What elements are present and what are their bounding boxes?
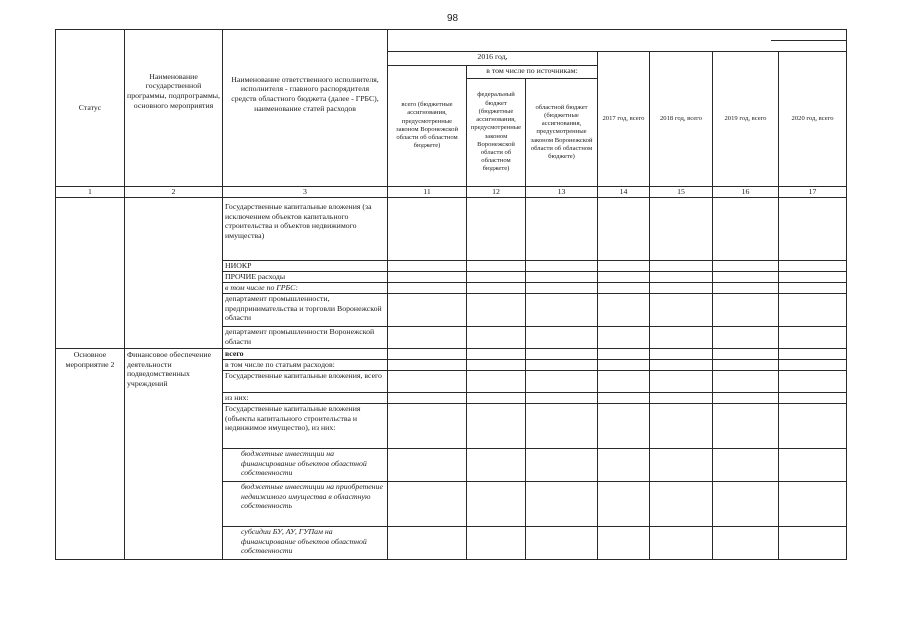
value-cell	[526, 360, 598, 371]
value-cell	[598, 393, 650, 404]
column-number: 3	[223, 187, 388, 198]
header-top-band	[388, 30, 847, 52]
column-number: 16	[713, 187, 779, 198]
row-label: ПРОЧИЕ расходы	[223, 272, 388, 283]
value-cell	[467, 283, 526, 294]
value-cell	[779, 272, 847, 283]
value-cell	[650, 404, 713, 449]
value-cell	[467, 349, 526, 360]
value-cell	[650, 294, 713, 327]
header-total: всего (бюджетные ассигнования, предусмотренные законом Воронежской области об областном бюджете)	[388, 65, 467, 187]
column-number: 15	[650, 187, 713, 198]
column-number-row	[56, 187, 847, 198]
value-cell	[598, 294, 650, 327]
program-cell: Финансовое обеспечение деятельности подведомственных учреждений	[125, 349, 223, 560]
column-number: 1	[56, 187, 125, 198]
value-cell	[388, 261, 467, 272]
value-cell	[598, 349, 650, 360]
program-cell	[125, 198, 223, 349]
value-cell	[526, 371, 598, 393]
value-cell	[467, 198, 526, 261]
header-year-2016: 2016 год,	[388, 52, 598, 66]
value-cell	[388, 349, 467, 360]
value-cell	[467, 527, 526, 560]
value-cell	[388, 283, 467, 294]
value-cell	[526, 527, 598, 560]
value-cell	[467, 482, 526, 527]
value-cell	[650, 261, 713, 272]
value-cell	[526, 283, 598, 294]
value-cell	[650, 393, 713, 404]
value-cell	[526, 404, 598, 449]
value-cell	[467, 327, 526, 349]
value-cell	[526, 272, 598, 283]
value-cell	[713, 371, 779, 393]
value-cell	[526, 449, 598, 482]
column-number: 13	[526, 187, 598, 198]
header-regional: областной бюджет (бюджетные ассигнования, предусмотренные законом Воронежской области об областном бюджете)	[526, 79, 598, 187]
table-row	[56, 349, 847, 360]
value-cell	[467, 404, 526, 449]
row-label: всего	[223, 349, 388, 360]
value-cell	[598, 283, 650, 294]
value-cell	[388, 393, 467, 404]
value-cell	[779, 371, 847, 393]
column-number: 12	[467, 187, 526, 198]
row-label: Государственные капитальные вложения (за исключением объектов капитального строительства и объектов недвижимого имущества)	[223, 198, 388, 261]
value-cell	[598, 327, 650, 349]
value-cell	[650, 371, 713, 393]
header-executor: Наименование ответственного исполнителя, исполнителя - главного распорядителя средств областного бюджета (далее - ГРБС), наименование статей расходов	[223, 30, 388, 187]
value-cell	[713, 393, 779, 404]
value-cell	[598, 371, 650, 393]
value-cell	[713, 283, 779, 294]
value-cell	[467, 393, 526, 404]
value-cell	[713, 198, 779, 261]
value-cell	[779, 360, 847, 371]
value-cell	[467, 272, 526, 283]
row-label: субсидии БУ, АУ, ГУПам на финансирование объектов областной собственности	[223, 527, 388, 560]
row-label: департамент промышленности, предпринимательства и торговли Воронежской области	[223, 294, 388, 327]
value-cell	[467, 261, 526, 272]
value-cell	[388, 482, 467, 527]
value-cell	[713, 404, 779, 449]
column-number: 14	[598, 187, 650, 198]
value-cell	[526, 349, 598, 360]
status-cell	[56, 198, 125, 349]
row-label: в том числе по статьям расходов:	[223, 360, 388, 371]
row-label: Государственные капитальные вложения, всего	[223, 371, 388, 393]
value-cell	[779, 393, 847, 404]
row-label: департамент промышленности Воронежской области	[223, 327, 388, 349]
column-number: 17	[779, 187, 847, 198]
value-cell	[650, 482, 713, 527]
value-cell	[467, 294, 526, 327]
value-cell	[650, 283, 713, 294]
value-cell	[650, 272, 713, 283]
row-label: в том числе по ГРБС:	[223, 283, 388, 294]
value-cell	[779, 294, 847, 327]
table-row	[56, 198, 847, 261]
value-cell	[713, 261, 779, 272]
value-cell	[388, 272, 467, 283]
value-cell	[598, 449, 650, 482]
value-cell	[713, 482, 779, 527]
row-label: бюджетные инвестиции на финансирование объектов областной собственности	[223, 449, 388, 482]
value-cell	[779, 404, 847, 449]
header-2018: 2018 год, всего	[650, 52, 713, 187]
value-cell	[467, 449, 526, 482]
value-cell	[526, 327, 598, 349]
value-cell	[713, 272, 779, 283]
value-cell	[388, 294, 467, 327]
value-cell	[388, 527, 467, 560]
page-number: 98	[446, 13, 459, 24]
row-label: бюджетные инвестиции на приобретение недвижимого имущества в областную собственность	[223, 482, 388, 527]
value-cell	[779, 449, 847, 482]
value-cell	[650, 198, 713, 261]
value-cell	[650, 527, 713, 560]
value-cell	[388, 371, 467, 393]
header-2019: 2019 год, всего	[713, 52, 779, 187]
value-cell	[526, 294, 598, 327]
value-cell	[650, 449, 713, 482]
value-cell	[598, 404, 650, 449]
value-cell	[388, 360, 467, 371]
value-cell	[713, 360, 779, 371]
value-cell	[713, 294, 779, 327]
value-cell	[598, 198, 650, 261]
row-label: НИОКР	[223, 261, 388, 272]
value-cell	[650, 349, 713, 360]
value-cell	[713, 327, 779, 349]
value-cell	[598, 482, 650, 527]
value-cell	[779, 482, 847, 527]
value-cell	[388, 198, 467, 261]
value-cell	[650, 360, 713, 371]
value-cell	[467, 360, 526, 371]
value-cell	[388, 449, 467, 482]
value-cell	[467, 371, 526, 393]
header-status: Статус	[56, 30, 125, 187]
value-cell	[713, 449, 779, 482]
value-cell	[598, 261, 650, 272]
header-sources: в том числе по источникам:	[467, 65, 598, 79]
value-cell	[713, 349, 779, 360]
budget-table	[55, 29, 847, 560]
value-cell	[779, 349, 847, 360]
value-cell	[526, 261, 598, 272]
column-number: 2	[125, 187, 223, 198]
value-cell	[779, 527, 847, 560]
value-cell	[713, 527, 779, 560]
value-cell	[650, 327, 713, 349]
value-cell	[388, 404, 467, 449]
value-cell	[598, 527, 650, 560]
header-2020: 2020 год, всего	[779, 52, 847, 187]
value-cell	[598, 360, 650, 371]
header-row	[56, 30, 847, 52]
header-federal: федеральный бюджет (бюджетные ассигнования, предусмотренные законом Воронежской области об областном бюджете)	[467, 79, 526, 187]
value-cell	[779, 198, 847, 261]
header-2017: 2017 год, всего	[598, 52, 650, 187]
column-number: 11	[388, 187, 467, 198]
header-program: Наименование государственной программы, подпрограммы, основного мероприятия	[125, 30, 223, 187]
status-cell: Основное мероприятие 2	[56, 349, 125, 560]
row-label: Государственные капитальные вложения (объекты капитального строительства и недвижимое имущество), из них:	[223, 404, 388, 449]
value-cell	[526, 198, 598, 261]
row-label: из них:	[223, 393, 388, 404]
value-cell	[526, 482, 598, 527]
value-cell	[779, 283, 847, 294]
value-cell	[526, 393, 598, 404]
value-cell	[779, 327, 847, 349]
header-gridline	[771, 40, 846, 41]
value-cell	[598, 272, 650, 283]
value-cell	[388, 327, 467, 349]
value-cell	[779, 261, 847, 272]
